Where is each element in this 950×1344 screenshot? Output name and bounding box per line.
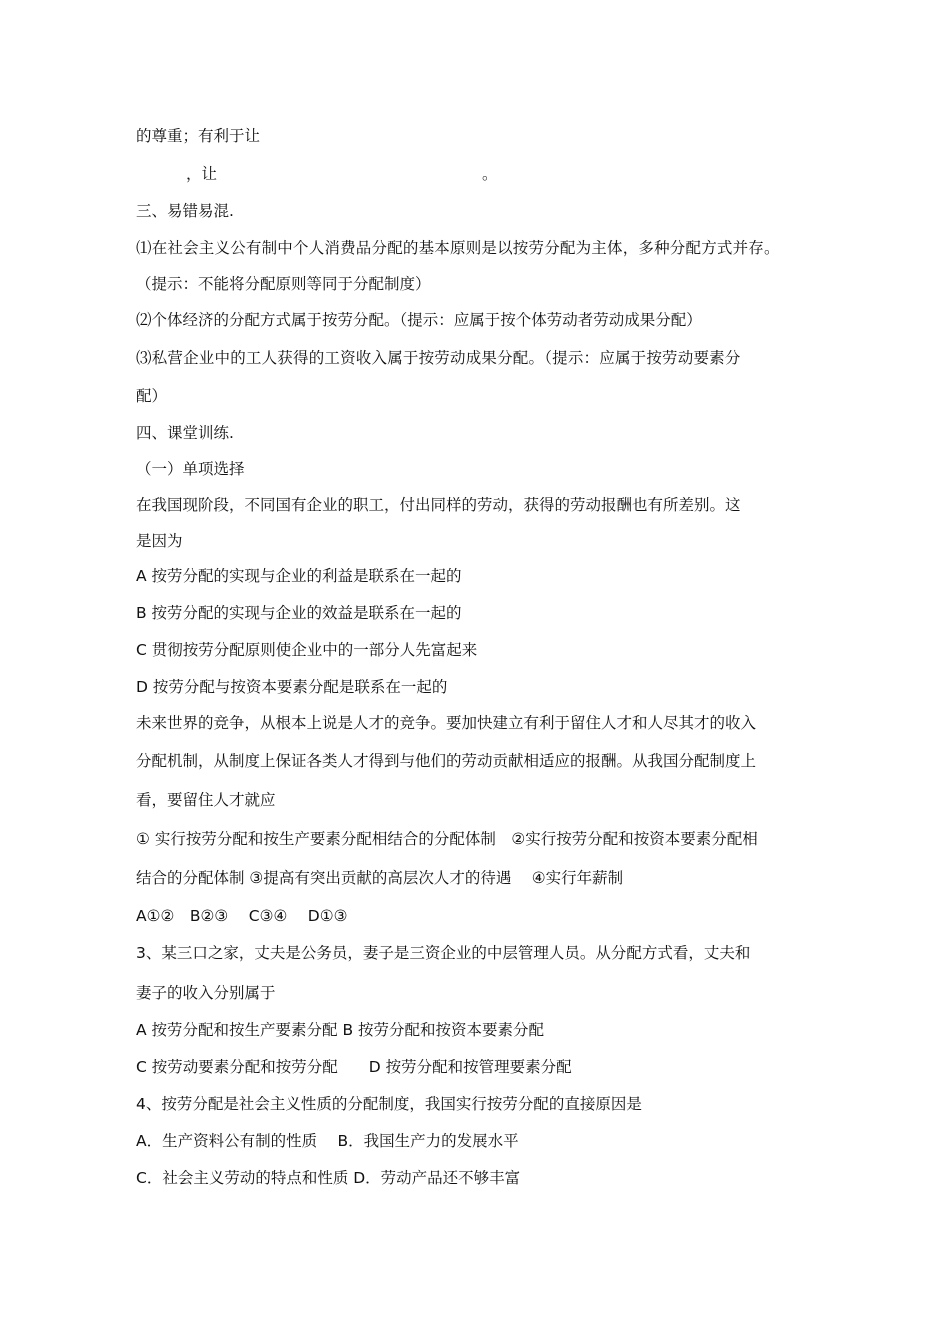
answer-option: B 按劳分配的实现与企业的效益是联系在一起的 <box>136 604 462 622</box>
answer-options: A①② B②③ C③④ D①③ <box>136 907 348 925</box>
question-text: 妻子的收入分别属于 <box>136 984 276 1002</box>
question-text: ① 实行按劳分配和按生产要素分配相结合的分配体制 ②实行按劳分配和按资本要素分配相 <box>136 830 758 848</box>
answer-option: A 按劳分配和按生产要素分配 B 按劳分配和按资本要素分配 <box>136 1021 545 1039</box>
question-text: 在我国现阶段，不同国有企业的职工，付出同样的劳动，获得的劳动报酬也有所差别。这 <box>136 496 741 514</box>
text-line: ，让 <box>186 165 218 183</box>
text-line: （提示：不能将分配原则等同于分配制度） <box>136 275 431 293</box>
answer-option: A 按劳分配的实现与企业的利益是联系在一起的 <box>136 567 462 585</box>
text-line: 。 <box>482 165 498 183</box>
question-text: 3、某三口之家，丈夫是公务员，妻子是三资企业的中层管理人员。从分配方式看，丈夫和 <box>136 944 751 962</box>
question-text: 未来世界的竞争，从根本上说是人才的竞争。要加快建立有利于留住人才和人尽其才的收入 <box>136 714 757 732</box>
answer-option: C 贯彻按劳分配原则使企业中的一部分人先富起来 <box>136 641 478 659</box>
question-text: 看，要留住人才就应 <box>136 791 276 809</box>
question-text: 是因为 <box>136 532 183 550</box>
text-line: ⑶私营企业中的工人获得的工资收入属于按劳动成果分配。（提示：应属于按劳动要素分 <box>136 349 741 367</box>
text-line: ⑴在社会主义公有制中个人消费品分配的基本原则是以按劳分配为主体，多种分配方式并存。 <box>136 239 780 257</box>
answer-option: C．社会主义劳动的特点和性质 D．劳动产品还不够丰富 <box>136 1169 521 1187</box>
question-text: 4、按劳分配是社会主义性质的分配制度，我国实行按劳分配的直接原因是 <box>136 1095 642 1113</box>
answer-option: A．生产资料公有制的性质 B．我国生产力的发展水平 <box>136 1132 519 1150</box>
question-text: 分配机制，从制度上保证各类人才得到与他们的劳动贡献相适应的报酬。从我国分配制度上 <box>136 752 757 770</box>
subsection-heading: （一）单项选择 <box>136 460 245 478</box>
answer-option: C 按劳动要素分配和按劳分配 D 按劳分配和按管理要素分配 <box>136 1058 572 1076</box>
section-heading: 三、易错易混. <box>136 202 234 220</box>
question-text: 结合的分配体制 ③提高有突出贡献的高层次人才的待遇 ④实行年薪制 <box>136 869 624 887</box>
text-line: ⑵个体经济的分配方式属于按劳分配。（提示：应属于按个体劳动者劳动成果分配） <box>136 311 702 329</box>
answer-option: D 按劳分配与按资本要素分配是联系在一起的 <box>136 678 448 696</box>
text-line: 的尊重；有利于让 <box>136 127 261 145</box>
section-heading: 四、课堂训练. <box>136 424 234 442</box>
text-line: 配） <box>136 387 168 405</box>
